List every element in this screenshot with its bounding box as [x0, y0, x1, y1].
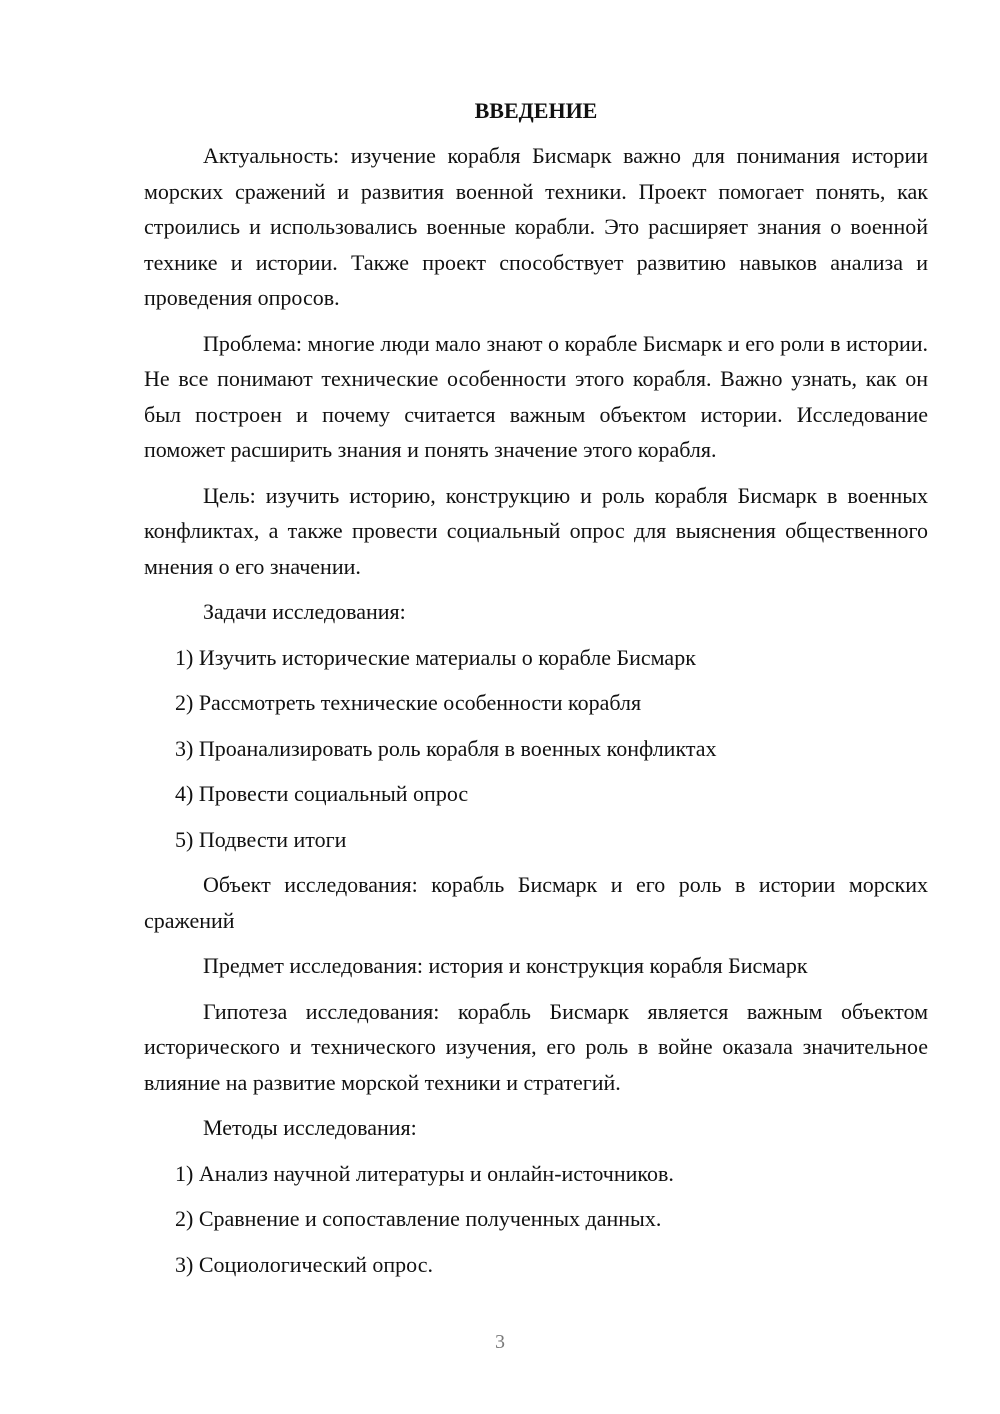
method-item: 2) Сравнение и сопоставление полученных данных. — [175, 1206, 662, 1231]
page-title: ВВЕДЕНИЕ — [474, 98, 598, 123]
actuality-paragraph: Актуальность: изучение корабля Бисмарк важно для понимания истории морских сражений и развития военной техники. Проект помогает понять, как строились и использовались военные корабли. Это расширяет знания о военной технике и истории. Также проект способствует развитию навыков анализа и проведения опросов. — [144, 143, 928, 310]
task-item: 5) Подвести итоги — [175, 826, 347, 852]
task-item: 1) Изучить исторические материалы о корабле Бисмарк — [175, 644, 696, 670]
page-number: 3 — [495, 1331, 505, 1353]
task-item: 2) Рассмотреть технические особенности корабля — [175, 690, 642, 715]
subject-paragraph: Предмет исследования: история и конструкция корабля Бисмарк — [203, 953, 808, 978]
task-item: 4) Провести социальный опрос — [175, 781, 469, 806]
method-item: 3) Социологический опрос. — [175, 1251, 433, 1277]
hypothesis-paragraph: Гипотеза исследования: корабль Бисмарк является важным объектом исторического и технического изучения, его роль в войне оказала значительное влияние на развитие морской техники и стратегий. — [144, 998, 928, 1095]
goal-paragraph: Цель: изучить историю, конструкцию и роль корабля Бисмарк в военных конфликтах, а также провести социальный опрос для выяснения общественного мнения о его значении. — [144, 482, 928, 579]
tasks-heading: Задачи исследования: — [203, 599, 406, 624]
task-item: 3) Проанализировать роль корабля в военных конфликтах — [175, 735, 717, 761]
method-item: 1) Анализ научной литературы и онлайн-источников. — [175, 1160, 674, 1186]
problem-paragraph: Проблема: многие люди мало знают о корабле Бисмарк и его роли в истории. Не все понимают технические особенности этого корабля. Важно узнать, как он был построен и почему считается важным объектом истории. Исследование поможет расширить знания и понять значение этого корабля. — [144, 330, 928, 462]
methods-heading: Методы исследования: — [203, 1115, 417, 1140]
object-paragraph: Объект исследования: корабль Бисмарк и его роль в истории морских сражений — [144, 872, 928, 933]
document-page — [144, 95, 928, 1292]
